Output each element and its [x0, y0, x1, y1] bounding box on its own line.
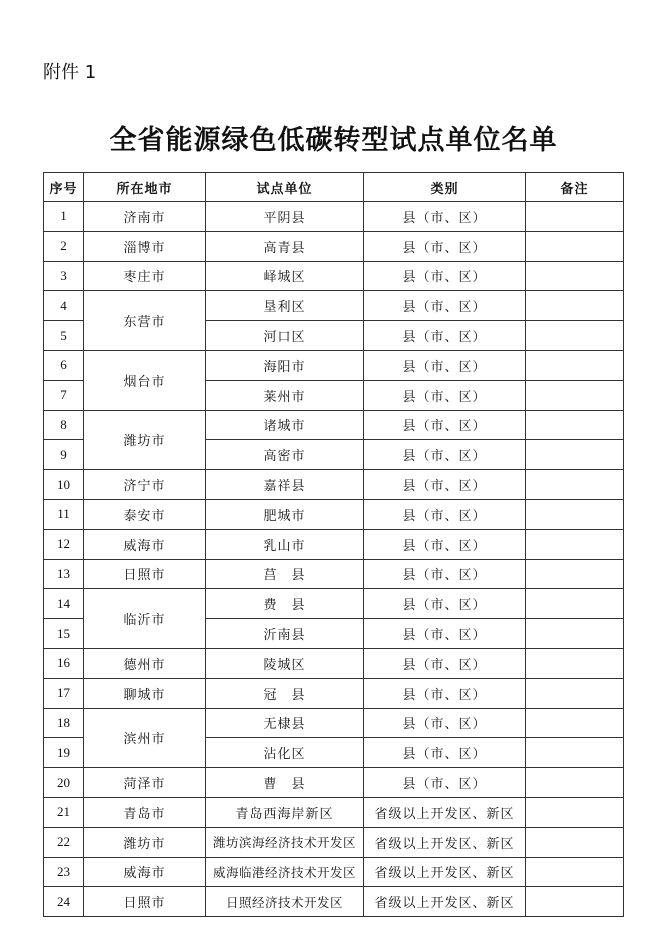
table-row — [44, 499, 624, 529]
row-note — [526, 678, 624, 708]
row-note — [526, 231, 624, 261]
row-category: 县（市、区） — [364, 380, 526, 410]
row-number: 6 — [44, 350, 84, 380]
table-row — [44, 678, 624, 708]
row-unit: 沂南县 — [206, 619, 364, 649]
row-number: 13 — [44, 559, 84, 589]
row-number: 14 — [44, 589, 84, 619]
row-number: 3 — [44, 261, 84, 291]
table-row — [44, 410, 624, 440]
row-category: 县（市、区） — [364, 648, 526, 678]
row-number: 22 — [44, 827, 84, 857]
table-row — [44, 887, 624, 917]
table-row — [44, 708, 624, 738]
row-number: 19 — [44, 738, 84, 768]
row-note — [526, 768, 624, 798]
row-note — [526, 887, 624, 917]
row-unit: 峄城区 — [206, 261, 364, 291]
row-note — [526, 202, 624, 232]
row-city: 德州市 — [84, 648, 206, 678]
row-category: 县（市、区） — [364, 350, 526, 380]
row-note — [526, 648, 624, 678]
row-unit: 垦利区 — [206, 291, 364, 321]
row-unit: 高密市 — [206, 440, 364, 470]
row-city: 泰安市 — [84, 499, 206, 529]
row-note — [526, 708, 624, 738]
row-number: 16 — [44, 648, 84, 678]
row-number: 18 — [44, 708, 84, 738]
row-number: 7 — [44, 380, 84, 410]
table-row — [44, 827, 624, 857]
row-unit: 莱州市 — [206, 380, 364, 410]
table-row — [44, 648, 624, 678]
table-row — [44, 529, 624, 559]
header-category: 类别 — [364, 173, 526, 202]
row-note — [526, 559, 624, 589]
row-category: 省级以上开发区、新区 — [364, 887, 526, 917]
row-category: 县（市、区） — [364, 768, 526, 798]
row-category: 省级以上开发区、新区 — [364, 857, 526, 887]
table-header-row — [44, 173, 624, 202]
row-unit: 日照经济技术开发区 — [206, 887, 364, 917]
row-number: 8 — [44, 410, 84, 440]
row-city: 滨州市 — [84, 708, 206, 768]
row-category: 县（市、区） — [364, 678, 526, 708]
row-note — [526, 321, 624, 351]
row-city: 潍坊市 — [84, 827, 206, 857]
row-category: 县（市、区） — [364, 559, 526, 589]
row-number: 21 — [44, 797, 84, 827]
row-category: 县（市、区） — [364, 410, 526, 440]
table-row — [44, 857, 624, 887]
row-category: 县（市、区） — [364, 708, 526, 738]
row-unit: 陵城区 — [206, 648, 364, 678]
row-city: 济南市 — [84, 202, 206, 232]
row-unit: 河口区 — [206, 321, 364, 351]
table-row — [44, 202, 624, 232]
row-number: 24 — [44, 887, 84, 917]
row-category: 县（市、区） — [364, 470, 526, 500]
row-city: 威海市 — [84, 857, 206, 887]
row-city: 淄博市 — [84, 231, 206, 261]
row-number: 4 — [44, 291, 84, 321]
row-note — [526, 738, 624, 768]
row-city: 日照市 — [84, 887, 206, 917]
row-city: 临沂市 — [84, 589, 206, 649]
pilot-units-table — [43, 172, 624, 917]
row-unit: 沾化区 — [206, 738, 364, 768]
row-number: 2 — [44, 231, 84, 261]
row-number: 12 — [44, 529, 84, 559]
table-row — [44, 350, 624, 380]
row-note — [526, 291, 624, 321]
row-unit: 平阴县 — [206, 202, 364, 232]
row-note — [526, 350, 624, 380]
table-row — [44, 559, 624, 589]
header-no: 序号 — [44, 173, 84, 202]
row-unit: 曹 县 — [206, 768, 364, 798]
row-note — [526, 499, 624, 529]
row-number: 11 — [44, 499, 84, 529]
header-note: 备注 — [526, 173, 624, 202]
table-row — [44, 261, 624, 291]
row-number: 20 — [44, 768, 84, 798]
row-note — [526, 410, 624, 440]
row-city: 青岛市 — [84, 797, 206, 827]
row-unit: 诸城市 — [206, 410, 364, 440]
table-row — [44, 470, 624, 500]
row-city: 威海市 — [84, 529, 206, 559]
row-number: 23 — [44, 857, 84, 887]
table-row — [44, 797, 624, 827]
row-note — [526, 380, 624, 410]
row-category: 县（市、区） — [364, 499, 526, 529]
row-category: 县（市、区） — [364, 738, 526, 768]
row-category: 县（市、区） — [364, 619, 526, 649]
table-body — [44, 202, 624, 917]
row-number: 1 — [44, 202, 84, 232]
row-category: 县（市、区） — [364, 321, 526, 351]
table-row — [44, 589, 624, 619]
row-city: 菏泽市 — [84, 768, 206, 798]
row-number: 9 — [44, 440, 84, 470]
table-row — [44, 231, 624, 261]
row-note — [526, 261, 624, 291]
row-number: 5 — [44, 321, 84, 351]
row-unit: 青岛西海岸新区 — [206, 797, 364, 827]
row-unit: 乳山市 — [206, 529, 364, 559]
row-category: 省级以上开发区、新区 — [364, 827, 526, 857]
row-category: 县（市、区） — [364, 440, 526, 470]
header-unit: 试点单位 — [206, 173, 364, 202]
page-title: 全省能源绿色低碳转型试点单位名单 — [109, 125, 558, 156]
row-city: 烟台市 — [84, 350, 206, 410]
row-note — [526, 529, 624, 559]
row-unit: 莒 县 — [206, 559, 364, 589]
row-note — [526, 470, 624, 500]
row-number: 10 — [44, 470, 84, 500]
row-category: 省级以上开发区、新区 — [364, 797, 526, 827]
row-note — [526, 797, 624, 827]
row-city: 聊城市 — [84, 678, 206, 708]
row-city: 潍坊市 — [84, 410, 206, 470]
row-unit: 嘉祥县 — [206, 470, 364, 500]
row-category: 县（市、区） — [364, 589, 526, 619]
row-unit: 冠 县 — [206, 678, 364, 708]
row-number: 17 — [44, 678, 84, 708]
row-unit: 高青县 — [206, 231, 364, 261]
row-category: 县（市、区） — [364, 291, 526, 321]
row-unit: 潍坊滨海经济技术开发区 — [206, 827, 364, 857]
row-category: 县（市、区） — [364, 261, 526, 291]
row-note — [526, 857, 624, 887]
row-unit: 威海临港经济技术开发区 — [206, 857, 364, 887]
row-unit: 费 县 — [206, 589, 364, 619]
header-city: 所在地市 — [84, 173, 206, 202]
row-city: 济宁市 — [84, 470, 206, 500]
row-city: 东营市 — [84, 291, 206, 351]
row-category: 县（市、区） — [364, 529, 526, 559]
row-note — [526, 619, 624, 649]
row-unit: 肥城市 — [206, 499, 364, 529]
row-city: 枣庄市 — [84, 261, 206, 291]
row-unit: 无棣县 — [206, 708, 364, 738]
table-row — [44, 768, 624, 798]
row-category: 县（市、区） — [364, 231, 526, 261]
row-number: 15 — [44, 619, 84, 649]
table-row — [44, 291, 624, 321]
row-note — [526, 827, 624, 857]
row-unit: 海阳市 — [206, 350, 364, 380]
row-note — [526, 440, 624, 470]
attachment-label: 附件 1 — [43, 62, 97, 83]
row-note — [526, 589, 624, 619]
row-city: 日照市 — [84, 559, 206, 589]
row-category: 县（市、区） — [364, 202, 526, 232]
